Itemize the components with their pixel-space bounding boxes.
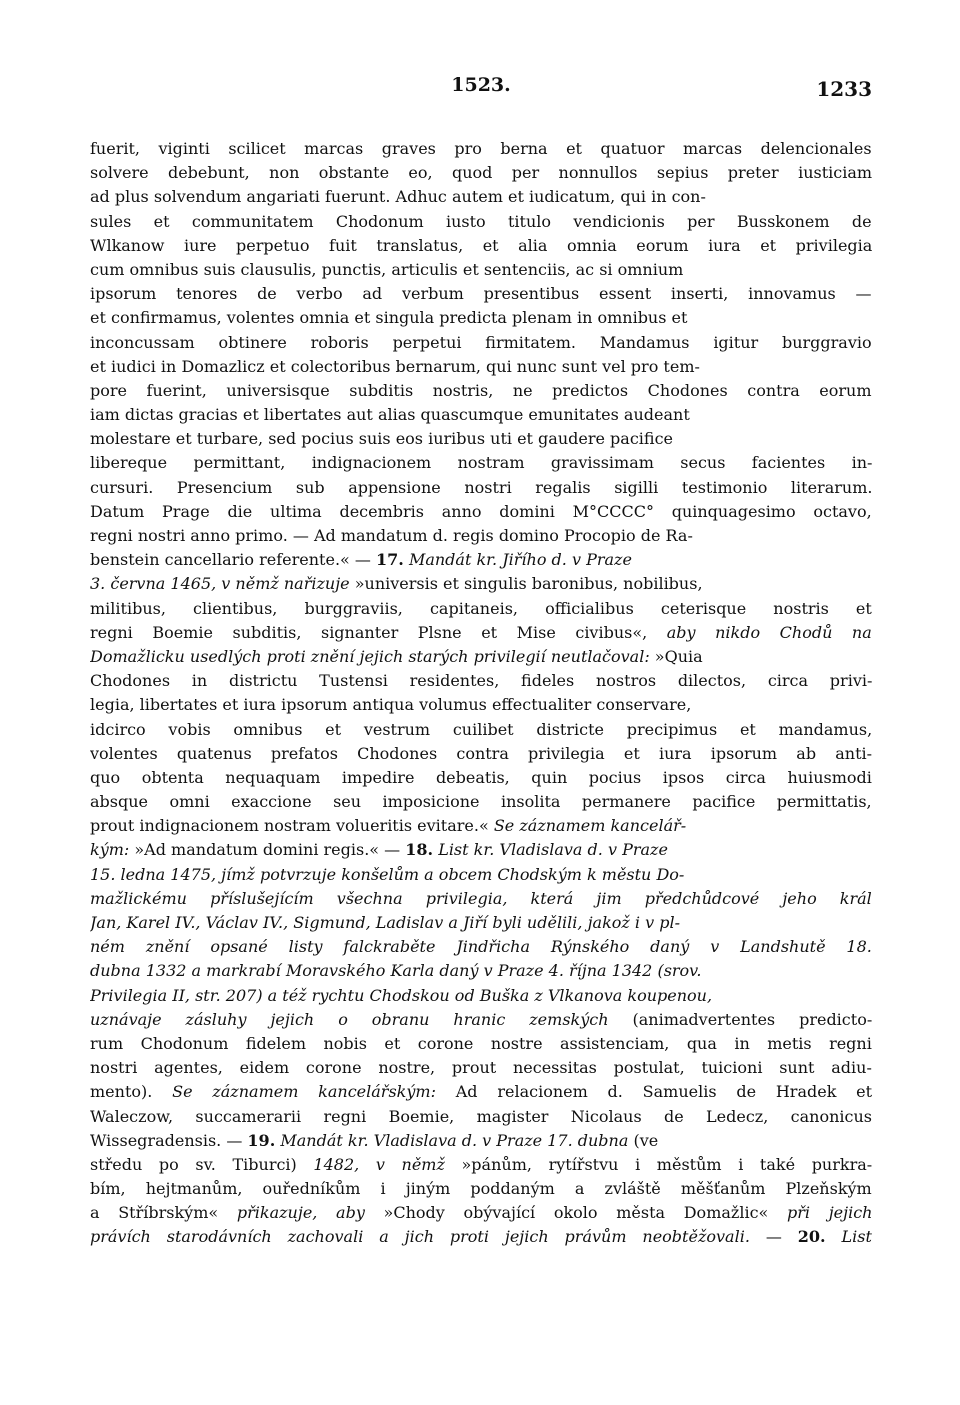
text-line <box>90 161 872 185</box>
text-line <box>90 645 872 669</box>
text-line <box>90 500 872 524</box>
text-line <box>90 1008 872 1032</box>
text-line <box>90 669 872 693</box>
text-segment: středu po sv. Tiburci) <box>90 1154 314 1174</box>
text-line <box>90 887 872 911</box>
text-segment: uznávaje zásluhy jejich o obranu hranic zemských <box>90 1009 609 1029</box>
text-segment: idcirco vobis omnibus et vestrum cuilibet districte precipimus et mandamus, <box>90 719 872 739</box>
text-segment: 1482, v němž <box>313 1154 445 1174</box>
text-line <box>90 621 872 645</box>
text-segment: Chodones in districtu Tustensi residentes, fideles nostros dilectos, circa privi- <box>90 671 872 691</box>
text-segment: »universis et singulis baronibus, nobilibus, <box>349 574 703 594</box>
text-segment: »Quia <box>649 646 703 666</box>
text-segment: Jan, Karel IV., Václav IV., Sigmund, Ladislav a Jiří byli udělili, jakož i v pl- <box>90 913 681 932</box>
text-segment: — <box>749 1227 798 1247</box>
text-line <box>90 718 872 742</box>
text-segment: List <box>841 1227 872 1247</box>
text-segment: Mandát <box>408 550 472 570</box>
text-segment: Mandát <box>280 1130 343 1150</box>
text-segment: 3. června 1465, v němž nařizuje <box>90 574 350 594</box>
text-line <box>90 1201 872 1225</box>
text-segment: Ad relacionem d. Samuelis de Hradek et <box>435 1082 872 1102</box>
text-line <box>90 403 872 427</box>
text-line <box>90 306 872 330</box>
text-segment: volentes quatenus prefatos Chodones contra privilegia et iura ipsorum ab anti- <box>90 743 872 763</box>
text-line <box>90 210 872 234</box>
body-text <box>90 137 872 1250</box>
text-segment: Privilegia II, str. 207) a též rychtu Chodskou od Buška z Vlkanova koupenou, <box>90 985 713 1005</box>
text-line <box>90 597 872 621</box>
text-segment: kr. Vladislava d. v Praze <box>473 840 668 860</box>
text-line <box>90 814 872 838</box>
text-line <box>90 524 872 548</box>
text-segment: List <box>438 840 469 860</box>
text-segment: solvere debebunt, non obstante eo, quod per nonnullos sepius preter iusticiam <box>90 163 872 183</box>
text-segment: libereque permittant, indignacionem nostram gravissimam secus facientes in- <box>90 453 872 473</box>
text-line <box>90 911 872 935</box>
text-segment: et confirmamus, volentes omnia et singula predicta plenam in omnibus et <box>90 308 688 328</box>
text-line <box>90 476 872 500</box>
text-segment: kr. Vladislava d. v Praze 17. dubna <box>347 1130 629 1150</box>
text-segment: kr. Jiřího d. v Praze <box>476 550 632 570</box>
text-segment: a Stříbrským« <box>90 1203 237 1223</box>
text-line <box>90 282 872 306</box>
page-number: 1233 <box>816 77 872 101</box>
text-segment: prout indignacionem nostram volueritis evitare.« <box>90 816 494 836</box>
text-line <box>90 959 872 983</box>
text-segment: Domažlicku usedlých proti znění jejich starých privilegií neutlačoval: <box>90 646 650 666</box>
text-segment: 15. ledna 1475, jímž potvrzuje konšelům a obcem Chodským k městu Do- <box>90 864 685 884</box>
text-segment: legia, libertates et iura ipsorum antiqua volumus effectualiter conservare, <box>90 695 692 715</box>
text-segment: regni nostri anno primo. — Ad mandatum d. regis domino Procopio de Ra- <box>90 526 693 545</box>
text-segment: Se záznamem kancelářským: <box>172 1082 436 1102</box>
text-line <box>90 185 872 209</box>
text-segment: 17. <box>376 550 404 570</box>
text-segment: (ve <box>628 1130 659 1150</box>
text-line <box>90 427 872 451</box>
text-line <box>90 331 872 355</box>
text-segment: bím, hejtmanům, ouředníkům i jiným poddaným a zvláště měšťanům Plzeňským <box>90 1179 872 1199</box>
text-segment: dubna 1332 a markrabí Moravského Karla daný v Praze 4. října 1342 (srov. <box>90 961 702 981</box>
text-segment: kým: <box>90 840 130 860</box>
text-segment: mažlickému příslušejícím všechna privilegia, která jim předchůdcové jeho král <box>90 888 872 908</box>
text-segment: ipsorum tenores de verbo ad verbum presentibus essent inserti, innovamus — <box>90 284 872 304</box>
text-segment: nostri agentes, eidem corone nostre, prout necessitas postulat, tuicioni sunt adiu- <box>90 1058 872 1078</box>
text-line <box>90 451 872 475</box>
text-line <box>90 1032 872 1056</box>
text-line <box>90 984 872 1008</box>
text-segment: fuerit, viginti scilicet marcas graves pro berna et quatuor marcas delencionales <box>90 139 872 158</box>
text-segment: »pánům, rytířstvu i městům i také purkra- <box>444 1154 872 1174</box>
text-segment: Wissegradensis. — <box>90 1130 248 1150</box>
text-line <box>90 137 872 161</box>
text-segment: militibus, clientibus, burggraviis, capitaneis, officialibus ceterisque nostris et <box>90 598 872 618</box>
text-line <box>90 234 872 258</box>
text-segment: inconcussam obtinere roboris perpetui firmitatem. Mandamus igitur burggravio <box>90 332 872 352</box>
text-segment: právích starodávních zachovali a jich proti jejich právům neobtěžovali. <box>90 1227 750 1247</box>
text-segment: rum Chodonum fidelem nobis et corone nostre assistenciam, qua in metis regni <box>90 1033 872 1053</box>
text-segment: sules et communitatem Chodonum iusto titulo vendicionis per Busskonem de <box>90 211 872 231</box>
text-segment: molestare et turbare, sed pocius suis eos iuribus uti et gaudere pacifice <box>90 429 674 449</box>
text-line <box>90 863 872 887</box>
text-line <box>90 572 872 596</box>
text-segment: »Ad mandatum domini regis.« — <box>129 840 406 860</box>
text-line <box>90 790 872 814</box>
text-line <box>90 935 872 959</box>
text-segment: 18. <box>405 840 434 860</box>
text-segment: Wlkanow iure perpetuo fuit translatus, et alia omnia eorum iura et privilegia <box>90 235 872 255</box>
text-segment: Se záznamem kancelář- <box>493 816 687 836</box>
text-line <box>90 355 872 379</box>
text-line <box>90 548 872 572</box>
text-line <box>90 766 872 790</box>
text-line <box>90 1177 872 1201</box>
text-segment: cum omnibus suis clausulis, punctis, articulis et sentenciis, ac si omnium <box>90 259 684 279</box>
text-line <box>90 1129 872 1153</box>
text-segment: benstein cancellario referente.« — <box>90 550 376 570</box>
text-segment: 19. <box>247 1130 276 1150</box>
page-header <box>90 74 872 104</box>
text-segment: quo obtenta nequaquam impedire debeatis, quin pocius ipsos circa huiusmodi <box>90 767 872 787</box>
text-segment: aby nikdo Chodů na <box>666 622 872 642</box>
text-segment: přikazuje, aby <box>236 1203 365 1223</box>
text-segment: absque omni exaccione seu imposicione insolita permanere pacifice permittatis, <box>90 792 872 812</box>
text-line <box>90 379 872 403</box>
text-segment: mento). <box>90 1082 173 1102</box>
text-line <box>90 1225 872 1249</box>
text-line <box>90 838 872 862</box>
text-segment <box>826 1227 842 1246</box>
text-segment: při jejich <box>787 1203 872 1223</box>
text-line <box>90 1056 872 1080</box>
text-segment: iam dictas gracias et libertates aut alias quascumque emunitates audeant <box>90 405 690 425</box>
text-segment: (animadvertentes predicto- <box>608 1009 872 1029</box>
text-line <box>90 1153 872 1177</box>
text-segment: ném znění opsané listy falckraběte Jindřicha Rýnského daný v Landshutě 18. <box>90 937 872 957</box>
text-segment: pore fuerint, universisque subditis nostris, ne predictos Chodones contra eorum <box>90 380 872 400</box>
text-line <box>90 258 872 282</box>
text-line <box>90 693 872 717</box>
text-segment: Waleczow, succamerarii regni Boemie, magister Nicolaus de Ledecz, canonicus <box>90 1106 872 1126</box>
text-segment: regni Boemie subditis, signanter Plsne et Mise civibus«, <box>90 622 667 642</box>
text-line <box>90 1105 872 1129</box>
text-segment: 20. <box>797 1227 826 1247</box>
text-segment: Datum Prage die ultima decembris anno domini M°CCCC° quinquagesimo octavo, <box>90 501 872 521</box>
text-segment: ad plus solvendum angariati fuerunt. Adhuc autem et iudicatum, qui in con- <box>90 187 706 207</box>
text-line <box>90 742 872 766</box>
text-segment: cursuri. Presencium sub appensione nostri regalis sigilli testimonio literarum. <box>90 477 872 497</box>
text-segment: et iudici in Domazlicz et colectoribus bernarum, qui nunc sunt vel pro tem- <box>90 356 700 376</box>
text-segment: »Chody obývající okolo města Domažlic« <box>364 1203 788 1223</box>
header-year: 1523. <box>451 74 511 96</box>
text-line <box>90 1080 872 1104</box>
